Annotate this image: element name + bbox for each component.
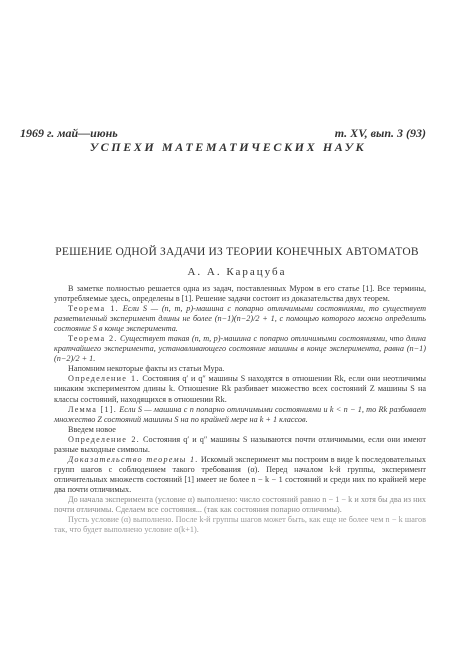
proof-continuation: До начала эксперимента (условие α) выполнено: число состояний равно n − 1 − k и хотя бы два из них почти отличимы. Сделаем все состояния... (так как состояния попарно отличимы).: [54, 494, 426, 515]
definition-2-heading: Определение 2.: [68, 434, 140, 444]
intro-paragraph: В заметке полностью решается одна из задач, поставленных Муром в его статье [1]. Все термины, употребляемые здесь, определены в [1]. Решение задачи состоит из доказательства двух теорем.: [54, 284, 426, 304]
journal-name: УСПЕХИ МАТЕМАТИЧЕСКИХ НАУК: [89, 140, 367, 154]
lemma-heading: Лемма [1].: [68, 404, 117, 414]
definition-1-heading: Определение 1.: [68, 374, 140, 384]
definition-1: [54, 374, 426, 404]
theorem-2-statement: Существует такая (n, m, p)-машина с попарно отличимыми состояниями, что длина кратчайшего эксперимента, устанавливающего состояние машины в конце эксперимента, равна (n−1)(n−2)/2 + 1.: [54, 334, 427, 364]
theorem-1: [54, 304, 426, 334]
theorem-2: [54, 334, 426, 364]
definition-1-text: Состояния q′ и q″ машины S находятся в отношении Rk, если они неотличимы никаким экспериментом длины k. Отношение Rk разбивает множество всех состояний Z машины S на классы состояний, находящихся в отношении Rk.: [54, 374, 427, 404]
lemma-statement: Если S — машина с n попарно отличимыми состояниями и k < n − 1, то Rk разбивает множество Z состояний машины S на по крайней мере на k + 1 классов.: [54, 404, 427, 424]
theorem-1-statement: Если S — (n, m, p)-машина с попарно отличимыми состояниями, то существует разветвленный эксперимент длины не более (n−1)(n−2)/2 + 1, с помощью которого можно определить состояние S в конце эксперимента.: [54, 304, 427, 334]
article-body: [54, 284, 426, 535]
theorem-1-heading: Теорема 1.: [68, 304, 119, 314]
proof-theorem-1: [54, 455, 426, 495]
volume-number: т. XV, вып. 3 (93): [334, 126, 426, 140]
lemma: [54, 405, 426, 425]
definition-2: [54, 435, 426, 455]
journal-header-line: [20, 126, 426, 141]
proof-heading: Доказательство теоремы 1.: [68, 454, 199, 464]
theorem-2-heading: Теорема 2.: [68, 334, 118, 344]
issue-date: 1969 г. май—июнь: [20, 126, 118, 140]
last-paragraph: Пусть условие (α) выполнено. После k-й группы шагов может быть, как еще не более чем n − k шагов так, что будет выполнено условие α(k+1).: [54, 515, 426, 535]
definition-2-text: Состояния q′ и q″ машины S называются почти отличимыми, если они имеют разные выходные символы.: [54, 434, 427, 454]
new-definition-intro: Введем новое: [68, 424, 116, 434]
moore-facts-paragraph: Напомним некоторые факты из статьи Мура.: [68, 364, 225, 374]
article-author: А. А. Карацуба: [187, 266, 287, 278]
article-title: РЕШЕНИЕ ОДНОЙ ЗАДАЧИ ИЗ ТЕОРИИ КОНЕЧНЫХ АВТОМАТОВ: [55, 246, 419, 258]
proof-text: Искомый эксперимент мы построим в виде k последовательных групп шагов с соблюдением такого требования (α). Перед началом k-й группы, эксперимент отличительных множеств состояний [1] имеет не более n − k − 1 состояний и среди них по крайней мере два почти отличимых.: [54, 454, 426, 494]
